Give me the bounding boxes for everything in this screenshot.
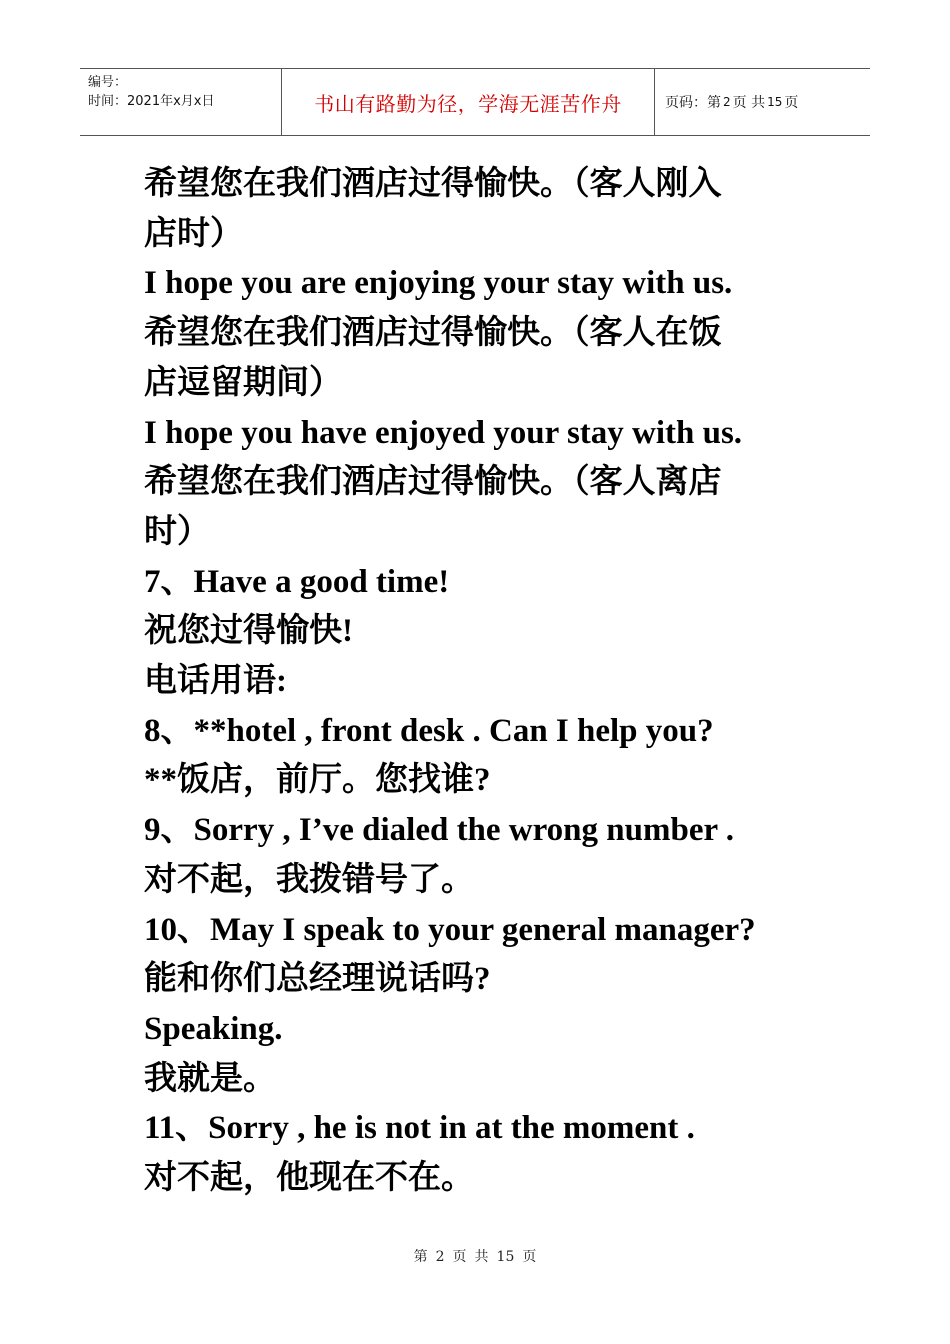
text-line: 希望您在我们酒店过得愉快。（客人刚入 [144,166,722,202]
text-line: 对不起，我拨错号了。 [144,861,474,898]
text-line: 祝您过得愉快! [144,613,353,650]
text-line: 店逗留期间） [144,364,342,401]
text-line: 11、Sorry , he is not in at the moment . [144,1110,695,1147]
time-label: 时间：2021年x月x日 [88,94,215,109]
text-line: 9、Sorry , I’ve dialed the wrong number . [144,812,735,849]
footer-ye: 页 [452,1249,467,1265]
text-line: 8、**hotel , front desk . Can I help you? [144,712,714,749]
text-line: 希望您在我们酒店过得愉快。（客人在饭 [144,315,722,352]
header-page-info [655,69,870,135]
text-line: Speaking. [144,1010,283,1047]
text-line: 7、Have a good time! [144,563,450,600]
header-motto: 书山有路勤为径，学海无涯苦作舟 [314,91,622,116]
number-label: 编号： [88,75,128,90]
text-line: I hope you are enjoying your stay with us. [144,265,733,302]
header-meta [80,69,281,135]
page-total: 15 [767,95,783,109]
text-line: 10、May I speak to your general manager? [144,911,756,948]
page-prefix: 页码：第 [665,95,721,111]
footer-di: 第 [413,1249,428,1265]
text-line: 对不起，他现在不在。 [144,1160,474,1197]
text-line: 店时） [144,215,243,252]
text-line: 能和你们总经理说话吗? [144,961,491,998]
page-mid: 页 共 [732,95,766,111]
footer-ye-end: 页 [522,1249,537,1265]
text-line: 希望您在我们酒店过得愉快。（客人离店 [144,464,722,501]
footer-current: 2 [435,1249,445,1265]
text-line: I hope you have enjoyed your stay with us. [144,414,743,451]
page-header [80,68,870,136]
section-heading: 电话用语: [144,663,287,700]
text-line: 我就是。 [144,1060,276,1097]
page-footer [0,1246,950,1266]
text-line: **饭店，前厅。您找谁? [144,762,491,799]
document-body [144,160,814,1204]
footer-total: 15 [496,1249,515,1265]
page-current: 2 [723,95,731,109]
header-motto-cell [281,69,655,135]
footer-gong: 共 [474,1249,489,1265]
page-suffix: 页 [784,95,799,111]
text-line: 时） [144,513,210,550]
